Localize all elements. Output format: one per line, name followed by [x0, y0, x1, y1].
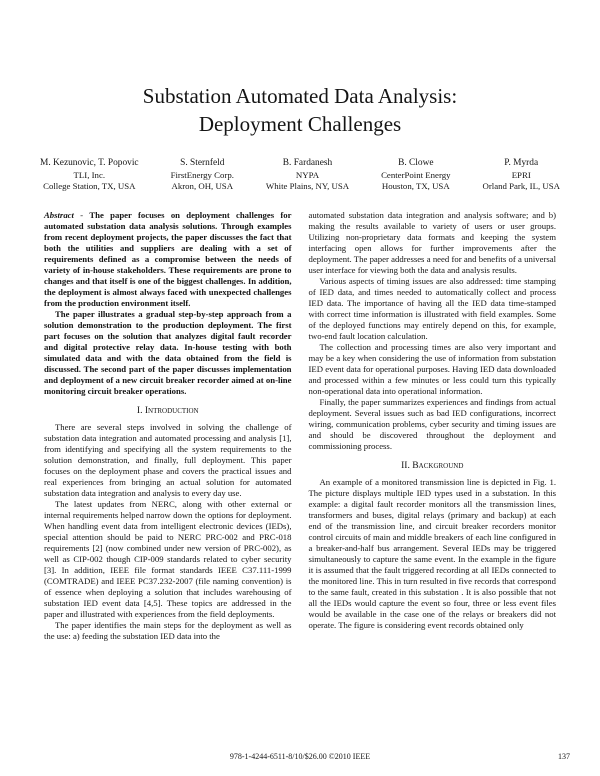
intro-paragraph-5: The collection and processing times are also very important and may be a key when considering the use of information from substation IED event data for operational purposes. Having IED data downloaded and processed within a few minutes or less could turn this typically non-operational data into operational information. [308, 341, 556, 396]
author-block [0, 158, 600, 193]
abstract-label: Abstract - [44, 209, 90, 220]
two-column-body [0, 210, 600, 642]
author-name: P. Myrda [504, 158, 539, 168]
author-name: S. Sternfeld [180, 158, 225, 168]
author-name: B. Fardanesh [282, 158, 333, 168]
author-location: Houston, TX, USA [381, 181, 450, 191]
intro-paragraph-2: The latest updates from NERC, along with other external or internal requirements helped narrow down the options for deployment. When handling event data from intelligent electronic devices (IEDs), special attention should be paid to NERC PRC-002 and PRC-018 requirements [2] (now combined under new version of PRC-002), as well as CIP-002 though CIP-009 standards related to cyber security [3]. In addition, IEEE file format standards IEEE C37.111-1999 (COMTRADE) and IEEE PC37.232-2007 (file naming convention) is of essence when deploying a solution that includes warehousing of substation IED event data [4,5]. These topics are addressed in the paper and illustrated with experiences from the field deployments. [44, 498, 292, 619]
abstract-paragraph-1 [44, 210, 292, 309]
author-5 [483, 158, 560, 193]
background-paragraph-1: An example of a monitored transmission line is depicted in Fig. 1. The picture displays multiple IED types used in a substation. In this example: a digital fault recorder monitors all the transmission lines, transformers and buses, digital relays (primary and backup) at each end of the transmission line, and circuit breaker recorders monitor control circuits of main and middle breakers of each line configured in a breaker-and-half bus arrangement. Several IEDs may be triggered simultaneously to capture the same event. In the example in the figure it is assumed that the fault triggered recording at all IEDs connected to the monitored line. This in turn resulted in five records that correspond to the same fault, created in this substation . It is also possible that not all the IEDs would capture the event so four, three or less event files would be available in the case one of the relays or breakers did not operate. The figure is considering event records obtained only [308, 476, 556, 630]
author-affiliation: FirstEnergy Corp. [170, 169, 234, 180]
author-location: White Plains, NY, USA [265, 181, 350, 191]
author-4 [381, 158, 450, 193]
author-affiliation: NYPA [295, 169, 320, 180]
section-heading-background: II. Background [401, 459, 464, 471]
author-location: College Station, TX, USA [43, 181, 136, 191]
abstract-text: The paper focuses on deployment challenges for automated substation data analysis solutions. Through examples from recent deployment projects, the paper discusses the fact that both the utilities and suppliers are dealing with a set of requirements defined as a compromise between the needs of variety of in-house stakeholders. These requirements are prone to changes and that itself is one of the biggest challenges. In addition, the deployment is almost always faced with unexpected challenges from the production environment itself. [44, 209, 292, 308]
intro-paragraph-4: Various aspects of timing issues are also addressed: time stamping of IED data, and times needed to automatically collect and process IED data. The importance of having all the IED data time-stamped with correct time information is illustrated with field examples. Some of the deployed functions may entirely depend on this, for example, two-end fault location calculation. [308, 275, 556, 341]
intro-paragraph-6: Finally, the paper summarizes experiences and findings from actual deployment. Several issues such as bad IED configurations, incorrect wiring, communication problems, cyber security and timing issues are and should be discovered throughout the deployment and commissioning process. [308, 396, 556, 451]
author-3 [266, 158, 349, 193]
author-2 [171, 158, 234, 193]
author-1 [40, 158, 139, 193]
abstract-paragraph-2: The paper illustrates a gradual step-by-step approach from a solution demonstration to the production deployment. The first part focuses on the solution that analyzes digital fault recorder and digital protective relay data. In-house testing with both simulated data and with the data obtained from the field is discussed. The second part of the paper discusses implementation and deployment of a new circuit breaker recorder aimed at on-line monitoring circuit breaker operations. [44, 308, 292, 396]
author-name: M. Kezunovic, T. Popovic [40, 158, 139, 168]
right-column [309, 210, 557, 642]
author-affiliation: CenterPoint Energy [381, 169, 451, 180]
author-location: Orland Park, IL, USA [482, 181, 560, 191]
intro-paragraph-3: The paper identifies the main steps for the deployment as well as the use: a) feeding the substation IED data into the [44, 619, 292, 641]
author-location: Akron, OH, USA [171, 181, 234, 191]
author-name: B. Clowe [398, 158, 434, 168]
footer-copyright: 978-1-4244-6511-8/10/$26.00 ©2010 IEEE [229, 752, 371, 761]
page-number: 137 [558, 752, 570, 761]
paper-title-line1: Substation Automated Data Analysis: [142, 84, 458, 108]
intro-paragraph-1: There are several steps involved in solving the challenge of substation data integration and automated processing and analysis [1], from identifying and specifying all the system requirements to the solution demonstration, and finally, full deployment. This paper focuses on the deployment phase and covers the practical issues and real experiences from bringing an actual solution for automated substation data integration and analysis to every day use. [44, 421, 292, 498]
paper-title [0, 0, 600, 138]
intro-paragraph-3-continued: automated substation data integration and analysis software; and b) making the results available to variety of users or user groups. Utilizing non-proprietary data formats and keeping the system interfacing open allows for further improvements after the deployment. The paper addresses a need for and benefits of a universal user interface for viewing both the data and analysis results. [308, 209, 556, 275]
left-column [44, 210, 292, 642]
author-affiliation: TLI, Inc. [73, 169, 106, 180]
author-affiliation: EPRI [511, 169, 531, 180]
paper-title-line2: Deployment Challenges [198, 112, 402, 136]
section-heading-introduction: I. Introduction [136, 404, 199, 416]
